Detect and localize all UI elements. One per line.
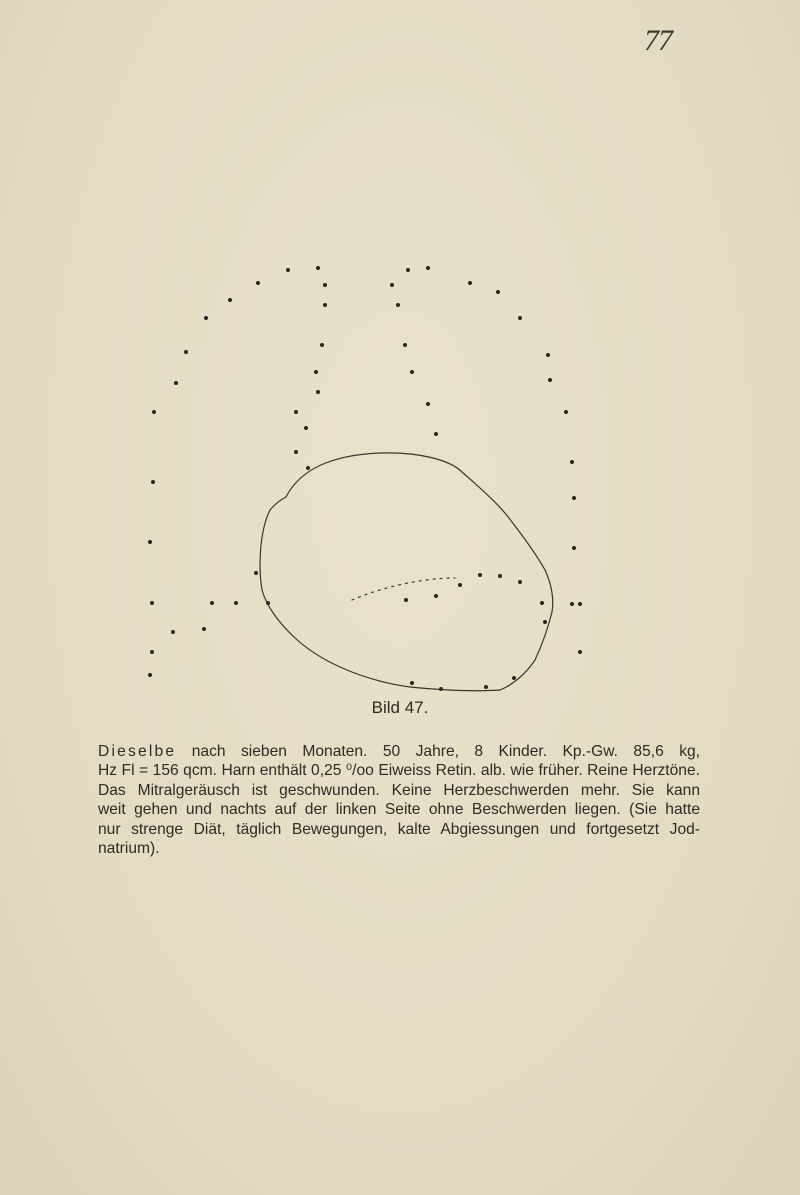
outline-dot bbox=[202, 627, 206, 631]
outline-dot bbox=[546, 353, 550, 357]
outline-dot bbox=[468, 281, 472, 285]
figure-caption: Bild 47. bbox=[371, 698, 429, 717]
outline-inner-sweep bbox=[352, 578, 455, 600]
spaced-emphasis-word: Dieselbe bbox=[98, 743, 177, 760]
outline-dot bbox=[410, 370, 414, 374]
outline-dot bbox=[286, 268, 290, 272]
outline-dot bbox=[512, 676, 516, 680]
outline-dot bbox=[323, 283, 327, 287]
text-line-content: natrium). bbox=[98, 840, 160, 858]
outline-dot bbox=[410, 681, 414, 685]
outline-dot bbox=[228, 298, 232, 302]
text-line-content: Hz Fl = 156 qcm. Harn enthält 0,25 ⁰/oo Eiweiss Retin. alb. wie früher. Reine Herztöne. bbox=[98, 762, 700, 780]
outline-dot bbox=[316, 266, 320, 270]
outline-dot bbox=[234, 601, 238, 605]
outline-dot bbox=[184, 350, 188, 354]
outline-dot bbox=[572, 496, 576, 500]
outline-dot bbox=[320, 343, 324, 347]
outline-dot bbox=[564, 410, 568, 414]
text-line-content: nur strenge Diät, täglich Bewegungen, kalte Abgiessungen und fortgesetzt Jod- bbox=[98, 820, 700, 838]
outline-dot bbox=[570, 602, 574, 606]
outline-dot bbox=[518, 316, 522, 320]
outline-dot bbox=[426, 266, 430, 270]
outline-dot bbox=[150, 650, 154, 654]
outline-dot bbox=[174, 381, 178, 385]
outline-dot bbox=[578, 650, 582, 654]
text-line-content: weit gehen und nachts auf der linken Seite ohne Beschwerden liegen. (Sie hatte bbox=[98, 801, 700, 819]
text-line bbox=[98, 781, 700, 800]
outline-dot bbox=[434, 594, 438, 598]
outline-dot bbox=[404, 598, 408, 602]
outline-dot bbox=[543, 620, 547, 624]
text-line-content: Das Mitralgeräusch ist geschwunden. Keine Herzbeschwerden mehr. Sie kann bbox=[98, 781, 700, 799]
outline-left-side bbox=[260, 497, 286, 590]
text-line bbox=[98, 800, 700, 819]
outline-dot bbox=[171, 630, 175, 634]
outline-dot bbox=[570, 460, 574, 464]
outline-dot bbox=[396, 303, 400, 307]
outline-dot bbox=[406, 268, 410, 272]
text-line bbox=[98, 742, 700, 761]
outline-dot bbox=[150, 601, 154, 605]
outline-dot bbox=[316, 390, 320, 394]
case-description-paragraph bbox=[98, 742, 700, 858]
outline-dot bbox=[294, 410, 298, 414]
outline-dot bbox=[148, 673, 152, 677]
outline-dot bbox=[484, 685, 488, 689]
outline-dot bbox=[306, 466, 310, 470]
outline-dot bbox=[210, 601, 214, 605]
outline-dot bbox=[151, 480, 155, 484]
outline-dot bbox=[314, 370, 318, 374]
outline-dot bbox=[498, 574, 502, 578]
outline-dot bbox=[390, 283, 394, 287]
outline-dot bbox=[294, 450, 298, 454]
outline-top-arc bbox=[286, 453, 462, 497]
text-line bbox=[98, 761, 700, 780]
outline-dot bbox=[323, 303, 327, 307]
outline-dot bbox=[426, 402, 430, 406]
heart-silhouette-outline bbox=[260, 453, 553, 691]
text-line bbox=[98, 820, 700, 839]
dotted-outline-points bbox=[148, 266, 582, 691]
outline-dot bbox=[548, 378, 552, 382]
outline-right-upper bbox=[462, 472, 553, 612]
outline-dot bbox=[578, 602, 582, 606]
outline-dot bbox=[256, 281, 260, 285]
outline-dot bbox=[572, 546, 576, 550]
outline-dot bbox=[540, 601, 544, 605]
outline-dot bbox=[478, 573, 482, 577]
outline-dot bbox=[518, 580, 522, 584]
outline-dot bbox=[496, 290, 500, 294]
outline-dot bbox=[458, 583, 462, 587]
text-line-content: nach sieben Monaten. 50 Jahre, 8 Kinder. Kp.-Gw. 85,6 kg, bbox=[176, 743, 700, 760]
outline-bottom-arc bbox=[262, 590, 500, 691]
outline-dot bbox=[254, 571, 258, 575]
outline-dot bbox=[304, 426, 308, 430]
outline-dot bbox=[204, 316, 208, 320]
outline-dot bbox=[152, 410, 156, 414]
outline-dot bbox=[403, 343, 407, 347]
text-line bbox=[98, 839, 700, 858]
page-number: 77 bbox=[644, 24, 672, 57]
outline-dot bbox=[148, 540, 152, 544]
outline-dot bbox=[434, 432, 438, 436]
